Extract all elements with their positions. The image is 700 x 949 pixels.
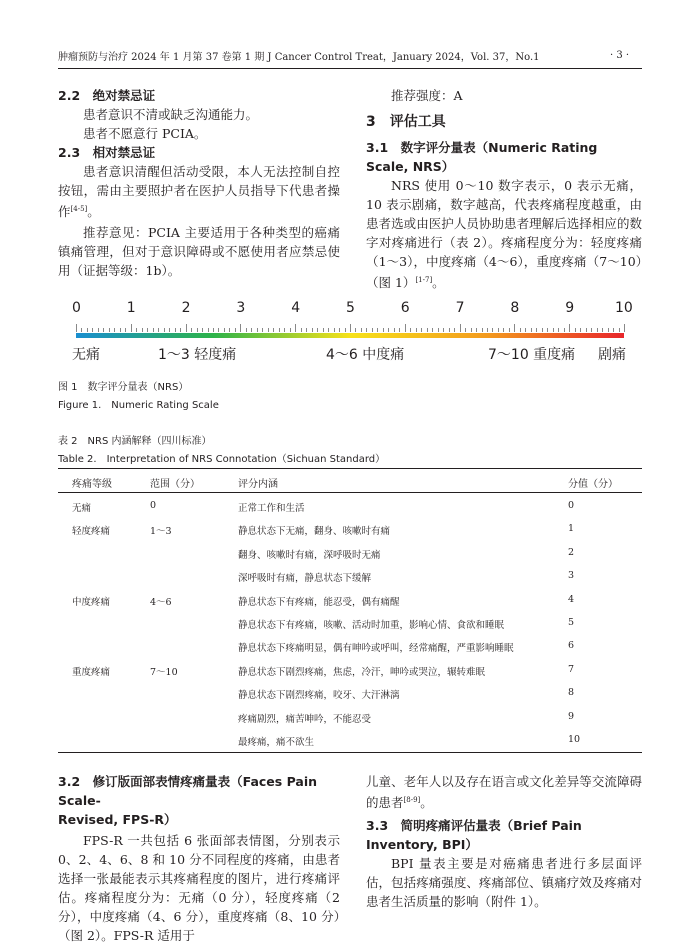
nrs-tick: [586, 328, 587, 332]
table-cell-level: 无痛: [72, 503, 92, 514]
table-cell-score: 3: [568, 570, 575, 582]
table-cell-score: 9: [568, 710, 575, 722]
nrs-tick: [575, 328, 576, 332]
nrs-gradient-bar: [76, 333, 624, 338]
section-2-3-paragraph-1: 患者意识清醒但活动受限，本人无法控制自控按钮，需由主要照护者在医护人员指导下代患者操作[4-5]。: [58, 164, 340, 220]
nrs-tick: [147, 328, 148, 332]
table-cell-meaning: 翻身、咳嗽时有痛，深呼吸时无痛: [238, 549, 381, 561]
nrs-tick: [109, 328, 110, 332]
nrs-tick: [81, 328, 82, 332]
nrs-tick: [432, 328, 433, 332]
nrs-number-0: 0: [72, 300, 81, 316]
nrs-tick: [542, 328, 543, 332]
nrs-tick: [87, 328, 88, 332]
nrs-tick: [240, 324, 241, 332]
table-cell-level: 重度疼痛: [72, 666, 111, 678]
table-cell-score: 2: [568, 546, 575, 558]
table-cell-score: 5: [568, 617, 575, 628]
nrs-tick: [334, 328, 335, 332]
table-cell-score: 1: [568, 523, 575, 535]
section-2-2-line-2: 患者不愿意行 PCIA。: [83, 126, 207, 141]
nrs-tick: [268, 328, 269, 332]
nrs-tick: [301, 328, 302, 332]
section-3-1-title: 3.1 数字评分量表（Numeric Rating Scale, NRS）: [366, 140, 598, 174]
table-cell-meaning: 静息状态下疼痛明显，偶有呻吟或呼叫，经常痛醒，严重影响睡眠: [238, 643, 514, 655]
nrs-tick: [602, 328, 603, 332]
nrs-tick: [295, 324, 296, 332]
section-3-2-title-line-2: Revised, FPS-R）: [58, 812, 177, 827]
nrs-tick: [312, 328, 313, 332]
table-header-range: 范围（分）: [150, 479, 200, 490]
table-cell-meaning: 静息状态下剧烈疼痛，咬牙、大汗淋漓: [238, 690, 400, 702]
table-2-caption-cn: 表 2 NRS 内涵解释（四川标准）: [58, 436, 212, 447]
nrs-tick: [197, 328, 198, 332]
nrs-number-1: 1: [126, 300, 136, 316]
nrs-tick: [164, 328, 165, 332]
table-cell-score: 0: [568, 500, 575, 511]
citation: [1-7]: [415, 276, 433, 284]
section-3-3-paragraph: BPI 量表主要是对癌痛患者进行多层面评估，包括疼痛强度、疼痛部位、镇痛疗效及疼痛对患者生活质量的影响（附件 1）。: [366, 856, 642, 910]
nrs-number-10: 10: [615, 300, 633, 316]
nrs-tick: [328, 328, 329, 332]
section-2-3-paragraph-2: 推荐意见：PCIA 主要适用于各种类型的癌痛镇痛管理，但对于意识障碍或不愿使用者应禁忌使用（证据等级：1b）。: [58, 225, 340, 279]
table-cell-score: 6: [568, 640, 575, 652]
nrs-tick: [492, 328, 493, 332]
nrs-tick: [355, 328, 356, 332]
bottom-left-column: [58, 772, 340, 945]
table-header-rule: [58, 492, 642, 493]
nrs-ticks: [76, 324, 624, 332]
nrs-tick: [361, 328, 362, 332]
nrs-tick: [476, 328, 477, 332]
nrs-tick: [608, 328, 609, 332]
section-2-2-title: 2.2 绝对禁忌证: [58, 88, 156, 103]
nrs-tick: [339, 328, 340, 332]
table-cell-meaning: 正常工作和生活: [238, 503, 305, 514]
nrs-tick: [114, 328, 115, 332]
nrs-tick: [180, 328, 181, 332]
bottom-right-column: [366, 772, 642, 911]
table-bottom-rule: [58, 752, 642, 753]
nrs-tick: [613, 328, 614, 332]
table-cell-range: 1～3: [150, 526, 172, 538]
nrs-number-8: 8: [510, 300, 520, 316]
nrs-tick: [388, 328, 389, 332]
table-cell-range: 0: [150, 500, 157, 511]
nrs-tick: [257, 328, 258, 332]
section-3-2-paragraph: FPS-R 一共包括 6 张面部表情图，分别表示 0、2、4、6、8 和 10 分不同程度的疼痛，由患者选择一张最能表示其疼痛程度的图片，进行疼痛评估。疼痛程度分为：无痛（0 分），轻度疼痛（2 分），中度疼痛（4、6 分），重度疼痛（8、10 分）（图 2）。FPS-R 适用于: [58, 833, 340, 943]
nrs-tick: [98, 328, 99, 332]
nrs-tick: [454, 328, 455, 332]
section-3-3-title: 3.3 简明疼痛评估量表（Brief Pain Inventory, BPI）: [366, 818, 582, 853]
table-cell-meaning: 静息状态下有疼痛，能忍受，偶有痛醒: [238, 596, 400, 608]
nrs-tick: [405, 324, 406, 332]
nrs-tick: [158, 328, 159, 332]
table-cell-range: 4～6: [150, 596, 172, 608]
nrs-tick: [125, 328, 126, 332]
nrs-tick: [76, 324, 77, 332]
table-header-meaning: 评分内涵: [238, 479, 278, 490]
header-rule: [58, 68, 642, 69]
nrs-tick: [569, 324, 570, 332]
section-3-2-title-line-1: 3.2 修订版面部表情疼痛量表（Faces Pain Scale-: [58, 774, 318, 808]
section-2-2-line-1: 患者意识不清或缺乏沟通能力。: [83, 107, 259, 122]
nrs-tick: [449, 328, 450, 332]
section-2-3-title: 2.3 相对禁忌证: [58, 145, 156, 160]
table-cell-score: 4: [568, 593, 575, 605]
nrs-tick: [591, 328, 592, 332]
table-cell-meaning: 静息状态下剧烈疼痛，焦虑，冷汗，呻吟或哭泣，辗转难眠: [238, 666, 486, 678]
nrs-tick: [443, 328, 444, 332]
right-column: [366, 86, 642, 292]
table-top-rule: [58, 468, 642, 469]
nrs-tick: [394, 328, 395, 332]
nrs-label-4: 剧痛: [598, 347, 626, 363]
nrs-tick: [503, 328, 504, 332]
nrs-tick: [416, 328, 417, 332]
nrs-tick: [235, 328, 236, 332]
nrs-tick: [273, 328, 274, 332]
nrs-tick: [421, 328, 422, 332]
nrs-tick: [142, 328, 143, 332]
running-header: 肿瘤预防与治疗 2024 年 1 月第 37 卷第 1 期 J Cancer Control Treat，January 2024，Vol. 37，No.1: [58, 52, 540, 63]
nrs-tick: [597, 328, 598, 332]
nrs-tick: [290, 328, 291, 332]
nrs-label-3: 7～10 重度痛: [488, 347, 576, 363]
nrs-tick: [580, 328, 581, 332]
nrs-tick: [410, 328, 411, 332]
table-cell-level: 中度疼痛: [72, 596, 111, 608]
table-2-caption-en: Table 2. Interpretation of NRS Connotation（Sichuan Standard）: [58, 454, 386, 465]
nrs-tick: [136, 328, 137, 332]
table-header-level: 疼痛等级: [72, 479, 112, 490]
nrs-tick: [498, 328, 499, 332]
table-cell-meaning: 疼痛剧烈，痛苦呻吟，不能忍受: [238, 713, 372, 725]
nrs-scale-figure: [58, 298, 642, 368]
nrs-tick: [520, 328, 521, 332]
nrs-tick: [284, 328, 285, 332]
nrs-tick: [317, 328, 318, 332]
nrs-tick: [564, 328, 565, 332]
nrs-tick: [186, 324, 187, 332]
nrs-tick: [553, 328, 554, 332]
nrs-tick: [366, 328, 367, 332]
nrs-tick: [377, 328, 378, 332]
nrs-label-1: 1～3 轻度痛: [158, 347, 237, 363]
nrs-label-0: 无痛: [72, 347, 100, 363]
table-cell-meaning: 深呼吸时有痛，静息状态下缓解: [238, 573, 372, 585]
nrs-number-7: 7: [455, 300, 465, 316]
table-cell-range: 7～10: [150, 666, 178, 678]
nrs-number-3: 3: [236, 300, 246, 316]
nrs-tick: [208, 328, 209, 332]
nrs-tick: [350, 324, 351, 332]
page-number: · 3 ·: [610, 50, 630, 61]
nrs-tick: [120, 328, 121, 332]
nrs-tick: [92, 328, 93, 332]
nrs-tick: [246, 328, 247, 332]
nrs-tick: [399, 328, 400, 332]
nrs-tick: [536, 328, 537, 332]
nrs-number-4: 4: [291, 300, 301, 316]
table-cell-meaning: 静息状态下无痛，翻身、咳嗽时有痛: [238, 526, 391, 538]
nrs-tick: [531, 328, 532, 332]
citation: [4-5]: [70, 205, 88, 213]
nrs-tick: [229, 328, 230, 332]
nrs-tick: [262, 328, 263, 332]
nrs-tick: [427, 328, 428, 332]
nrs-tick: [547, 328, 548, 332]
nrs-tick: [558, 328, 559, 332]
nrs-tick: [372, 328, 373, 332]
table-cell-score: 7: [568, 663, 575, 675]
table-cell-meaning: 静息状态下有疼痛，咳嗽、活动时加重，影响心情、食欲和睡眠: [238, 620, 505, 631]
nrs-tick: [619, 328, 620, 332]
nrs-tick: [323, 328, 324, 332]
nrs-tick: [460, 324, 461, 332]
nrs-tick: [191, 328, 192, 332]
table-cell-score: 8: [568, 687, 575, 699]
nrs-tick: [509, 328, 510, 332]
citation: [8-9]: [403, 796, 421, 804]
left-column: [58, 86, 340, 280]
nrs-tick: [438, 328, 439, 332]
table-cell-level: 轻度疼痛: [72, 526, 111, 538]
figure-1-caption-en: Figure 1. Numeric Rating Scale: [58, 400, 219, 411]
nrs-tick: [383, 328, 384, 332]
nrs-tick: [213, 328, 214, 332]
section-3-2-continuation: 儿童、老年人以及存在语言或文化差异等交流障碍的患者[8-9]。: [366, 774, 642, 811]
section-3-1-paragraph: NRS 使用 0～10 数字表示，0 表示无痛，10 表示剧痛，数字越高，代表疼痛程度越重，由患者选或由医护人员协助患者理解后选择相应的数字对疼痛进行（表 2）。疼痛程度分为：轻度疼痛（1～3），中度疼痛（4～6），重度疼痛（7～10）（图 1）[1-7]。: [366, 178, 642, 291]
nrs-tick: [624, 324, 625, 332]
nrs-tick: [202, 328, 203, 332]
nrs-tick: [279, 328, 280, 332]
nrs-tick: [169, 328, 170, 332]
nrs-number-6: 6: [400, 300, 410, 316]
table-cell-score: 10: [568, 734, 581, 745]
figure-1-caption-cn: 图 1 数字评分量表（NRS）: [58, 382, 189, 393]
nrs-tick: [482, 328, 483, 332]
nrs-tick: [487, 328, 488, 332]
nrs-tick: [306, 328, 307, 332]
nrs-tick: [224, 328, 225, 332]
nrs-tick: [103, 328, 104, 332]
nrs-tick: [175, 328, 176, 332]
section-3-title: 3 评估工具: [366, 114, 446, 130]
nrs-tick: [471, 328, 472, 332]
nrs-tick: [514, 324, 515, 332]
nrs-number-2: 2: [181, 300, 191, 316]
table-header-score: 分值（分）: [568, 479, 618, 490]
nrs-tick: [465, 328, 466, 332]
recommendation-strength: 推荐强度：A: [391, 88, 463, 103]
nrs-tick: [218, 328, 219, 332]
nrs-label-2: 4～6 中度痛: [326, 347, 405, 363]
nrs-number-5: 5: [346, 300, 355, 316]
nrs-tick: [345, 328, 346, 332]
table-cell-meaning: 最疼痛，痛不欲生: [238, 737, 315, 748]
nrs-tick: [131, 324, 132, 332]
nrs-tick: [525, 328, 526, 332]
nrs-tick: [251, 328, 252, 332]
nrs-number-9: 9: [565, 300, 575, 316]
nrs-tick: [153, 328, 154, 332]
